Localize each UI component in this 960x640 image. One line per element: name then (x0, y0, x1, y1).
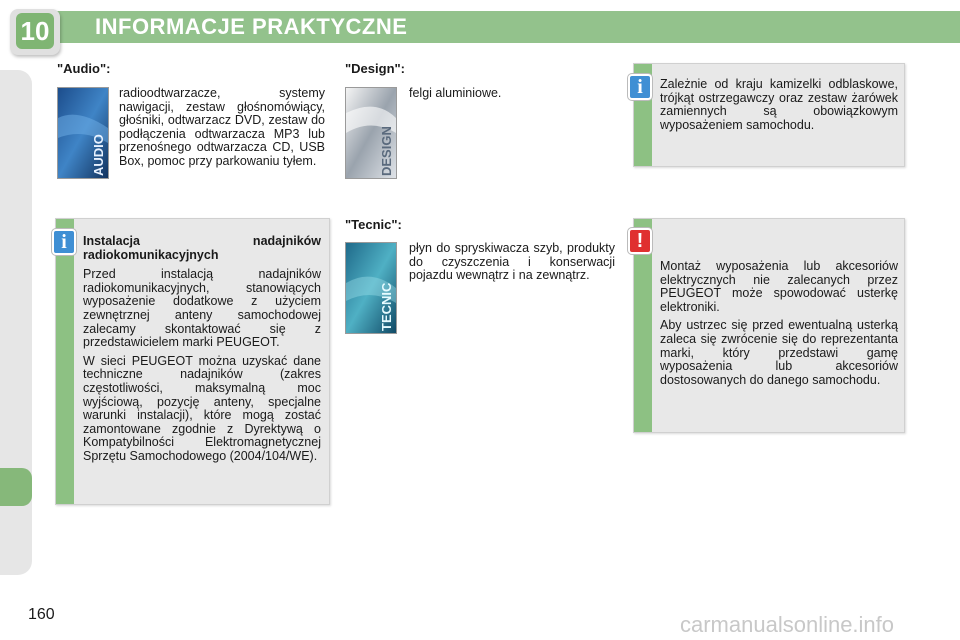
tecnic-thumbnail (345, 242, 397, 334)
box-rail (56, 219, 74, 504)
page-header (0, 0, 960, 46)
tecnic-description: płyn do spryskiwacza szyb, produkty do czyszczenia i konserwacji pojazdu wewnątrz i na zewnątrz. (409, 241, 615, 283)
info-box-title: Instalacja nadajników radiokomunikacyjnych (83, 234, 321, 262)
chapter-number: 10 (16, 13, 54, 49)
audio-thumbnail (57, 87, 109, 179)
design-thumbnail (345, 87, 397, 179)
chapter-side-tab[interactable] (0, 468, 32, 506)
info-icon: i (628, 74, 652, 100)
warning-paragraph: Aby ustrzec się przed ewentualną usterką zaleca się zwrócenie się do reprezentanta marki, który przedstawi gamę wyposażenia lub akcesoriów dostosowanych do danego samochodu. (660, 318, 898, 387)
mandatory-equipment-info-box (633, 63, 905, 167)
audio-description: radioodtwarzacze, systemy nawigacji, zestaw głośnomówiący, głośniki, odtwarzacz DVD, zestaw do podłączenia odtwarzacza MP3 lub przenośnego odtwarzacza CD, USB Box, pomoc przy parkowaniu tyłem. (119, 86, 325, 168)
info-icon: i (52, 229, 76, 255)
info-box-paragraph: Przed instalacją nadajników radiokomunikacyjnych, stanowiących wyposażenie dodatkowe z użyciem zewnętrznej anteny samochodowej zalecamy skontaktować się z przedstawicielem marki PEUGEOT. (83, 267, 321, 350)
warning-icon: ! (628, 228, 652, 254)
tecnic-label: "Tecnic": (345, 217, 402, 232)
info-box-paragraph: W sieci PEUGEOT można uzyskać dane techniczne nadajników (zakres częstotliwości, maksymalną moc wyjściową, pozycję anteny, specjalne warunki instalacji), które mogą zostać zamontowane zgodnie z Dyrektywą o Kompatybilności Elektromagnetycznej Sprzętu Samochodowego (2004/104/WE). (83, 353, 321, 463)
electrical-accessories-warning-box (633, 218, 905, 433)
watermark: carmanualsonline.info (680, 612, 895, 637)
audio-thumb-text: AUDIO (91, 134, 106, 176)
design-thumb-text: DESIGN (379, 126, 394, 176)
mandatory-equipment-text: Zależnie od kraju kamizelki odblaskowe, trójkąt ostrzegawczy oraz zestaw żarówek zamiennych są obowiązkowym wyposażeniem samochodu. (660, 77, 898, 132)
page-number: 160 (28, 606, 55, 623)
design-label: "Design": (345, 61, 405, 76)
page-title: INFORMACJE PRAKTYCZNE (95, 14, 408, 39)
radio-transmitter-info-box (55, 218, 330, 505)
audio-label: "Audio": (57, 61, 111, 76)
tecnic-thumb-text: TECNIC (379, 282, 394, 331)
design-description: felgi aluminiowe. (409, 86, 502, 100)
warning-paragraph: Montaż wyposażenia lub akcesoriów elektrycznych nie zalecanych przez PEUGEOT może spowodować usterkę elektroniki. (660, 259, 898, 314)
